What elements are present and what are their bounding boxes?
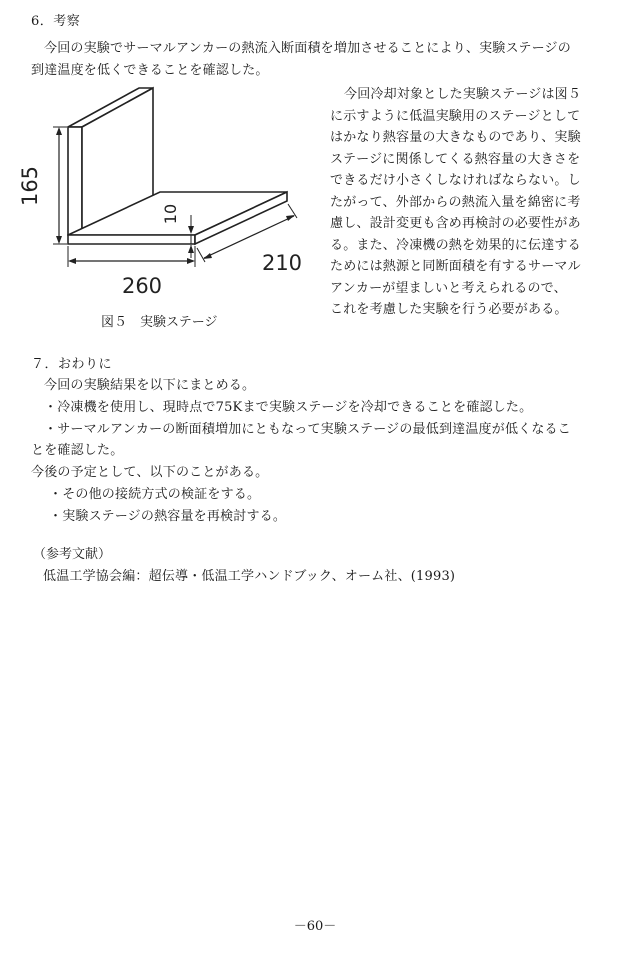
right-line-5: できるだけ小さくしなければならない。し: [330, 173, 581, 188]
figure-5-stage-diagram: [15, 82, 315, 312]
section6-heading: 6．考察: [31, 14, 81, 29]
right-line-9: ためには熱源と同断面積を有するサーマル: [330, 259, 581, 274]
section6-right-column: [330, 84, 615, 321]
section6-line-1: 今回の実験でサーマルアンカーの熱流入断面積を増加させることにより、実験ステージの: [44, 41, 571, 56]
depth-dimension-label: 210: [261, 251, 303, 275]
right-line-6: たがって、外部からの熱流入量を綿密に考: [330, 194, 581, 210]
references-heading: （参考文献）: [33, 547, 112, 562]
width-dimension-label: 260: [121, 274, 163, 298]
section7-line-4: とを確認した。: [31, 443, 124, 458]
reference-item-1: 低温工学協会編：超伝導・低温工学ハンドブック、オーム社、(1993): [43, 569, 456, 584]
right-line-8: る。また、冷凍機の熱を効果的に伝達する: [330, 237, 581, 253]
section7-line-7: ・実験ステージの熱容量を再検討する。: [49, 509, 287, 524]
page-number: －60－: [293, 919, 337, 934]
section7-heading: ７．おわりに: [31, 357, 113, 372]
section7-line-2: ・冷凍機を使用し、現時点で75Kまで実験ステージを冷却できることを確認した。: [44, 400, 533, 415]
section7-line-6: ・その他の接続方式の検証をする。: [49, 487, 261, 502]
right-line-3: はかなり熱容量の大きなものであり、実験: [330, 130, 581, 145]
right-line-2: に示すように低温実験用のステージとして: [330, 108, 581, 124]
right-line-10: アンカーが望ましいと考えられるので、: [330, 280, 567, 296]
section7-line-5: 今後の予定として、以下のことがある。: [31, 465, 269, 480]
right-line-11: これを考慮した実験を行う必要がある。: [330, 302, 568, 317]
base-plate-front: [68, 235, 195, 244]
right-line-7: 慮し、設計変更も含め再検討の必要性があ: [330, 216, 581, 231]
figure-5-caption: 図５ 実験ステージ: [101, 315, 218, 330]
section7-line-3: ・サーマルアンカーの断面積増加にともなって実験ステージの最低到達温度が低くなるこ: [44, 422, 571, 437]
vertical-plate-front: [68, 127, 82, 235]
section6-line-2: 到達温度を低くできることを確認した。: [31, 63, 269, 78]
section7-line-1: 今回の実験結果を以下にまとめる。: [44, 378, 256, 393]
thickness-dimension-label: 10: [161, 203, 180, 225]
height-dimension-label: 165: [18, 165, 42, 207]
right-line-1: 今回冷却対象とした実験ステージは図５: [344, 87, 582, 102]
right-line-4: ステージに関係してくる熱容量の大きさを: [330, 151, 581, 167]
